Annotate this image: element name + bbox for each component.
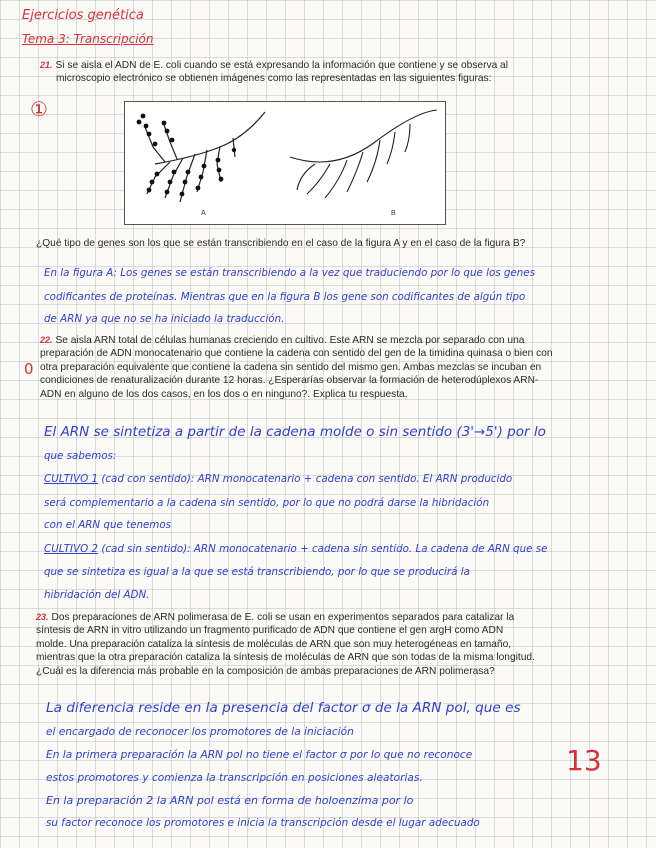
figure-a-ribosomes [137, 114, 237, 197]
micrograph-drawing [125, 102, 445, 224]
answer-3-line-6: su factor reconoce los promotores e inicia la transcripción desde el lugar adecuado [46, 817, 480, 829]
question-3-line-3: molde. Una preparación cataliza la síntesis de moléculas de ARN que son muy heterogéneas en tamaño, [36, 638, 512, 650]
question-2-text-1: Se aisla ARN total de células humanas creciendo en cultivo. Este ARN se mezcla por separado con una [55, 335, 525, 346]
answer-2-intro-2: que sabemos: [44, 450, 117, 462]
question-1-number: 21. [40, 60, 53, 70]
answer-1-line-3: de ARN ya que no se ha iniciado la traducción. [44, 313, 285, 325]
figure-label-a: A [201, 210, 206, 217]
question-2 [40, 334, 648, 401]
cultivo-2-label: CULTIVO 2 [44, 543, 99, 555]
figure-label-b: B [391, 210, 396, 217]
notebook-title: Ejercicios genética [22, 8, 144, 23]
answer-3-line-1: La diferencia reside en la presencia del factor σ de la ARN pol, que es [46, 700, 521, 716]
question-1-line-1: Si se aisla el ADN de E. coli cuando se está expresando la información que contiene y se observa al [55, 60, 508, 71]
notebook-subtitle: Tema 3: Transcripción [22, 32, 154, 46]
answer-2-intro-1: El ARN se sintetiza a partir de la cadena molde o sin sentido (3'→5') por lo [44, 424, 546, 440]
question-3-text-1: Dos preparaciones de ARN polimerasa de E. coli se usan en experimentos separados para catalizar la [51, 612, 515, 623]
answer-2-cultivo-1-line-3: con el ARN que tenemos [44, 519, 172, 531]
answer-3-line-2: el encargado de reconocer los promotores de la iniciación [46, 726, 354, 738]
question-2-line-1 [40, 334, 648, 347]
answer-2-cultivo-2-line-2: que se sintetiza es igual a la que se está transcribiendo, por lo que se producirá la [44, 566, 470, 578]
answer-3-line-5: En la preparación 2 la ARN pol está en forma de holoenzima por lo [46, 794, 414, 807]
answer-1-line-1: En la figura A: Los genes se están transcribiendo a la vez que traduciendo por lo que los genes [44, 267, 535, 279]
question-1-margin-mark: ① [30, 97, 48, 121]
question-2-line-4: condiciones de renaturalización durante 12 horas. ¿Esperarías observar la formación de heterodúplexos ARN- [40, 375, 539, 387]
question-2-line-2: preparación de ADN monocatenario que contiene la cadena con sentido del gen de la timidina quinasa o bien con [40, 348, 553, 360]
question-1-line-2: microscopio electrónico se obtienen imágenes como las representadas en las siguientes figuras: [56, 73, 492, 85]
answer-2-cultivo-1-line-1 [44, 473, 512, 485]
question-2-margin-mark: 0 [24, 360, 34, 378]
question-1 [40, 59, 600, 86]
answer-2-cultivo-1-line-2: será complementario a la cadena sin sentido, por lo que no podrá darse la hibridación [44, 497, 490, 509]
question-3-line-2: síntesis de ARN in vitro utilizando un fragmento purificado de ADN que contiene el gen argH como ADN [36, 625, 504, 637]
micrograph-figure [124, 101, 446, 225]
question-3-line-4: mientras que la otra preparación cataliza la síntesis de moléculas de ARN que son todas de la misma longitud. [36, 652, 535, 664]
figure-a-drawing [145, 112, 265, 202]
question-2-number: 22. [40, 335, 53, 345]
cultivo-1-text: (cad con sentido): ARN monocatenario + cadena con sentido. El ARN producido [98, 473, 513, 485]
answer-2-cultivo-2-line-3: hibridación del ADN. [44, 589, 150, 601]
question-3-line-5: ¿Cuál es la diferencia más probable en la composición de ambas preparaciones de ARN polimerasa? [36, 665, 495, 677]
figure-b-drawing [290, 110, 437, 198]
answer-3-line-4: estos promotores y comienza la transcripción en posiciones aleatorias. [46, 772, 423, 784]
question-2-line-3: otra preparación equivalente que contiene la cadena sin sentido del mismo gen. Ambas mezclas se incuban en [40, 361, 542, 373]
question-1-ask: ¿Qué tipo de genes son los que se están transcribiendo en el caso de la figura A y en el caso de la figura B? [36, 238, 526, 249]
answer-3-line-3: En la primera preparación la ARN pol no tiene el factor σ por lo que no reconoce [46, 749, 473, 761]
answer-1-line-2: codificantes de proteínas. Mientras que en la figura B los gene son codificantes de algún tipo [44, 291, 526, 303]
question-3-margin-mark: 13 [566, 744, 602, 777]
cultivo-1-label: CULTIVO 1 [44, 473, 99, 485]
question-3 [36, 611, 636, 678]
question-3-number: 23. [36, 612, 49, 622]
cultivo-2-text: (cad sin sentido): ARN monocatenario + cadena sin sentido. La cadena de ARN que se [98, 543, 548, 555]
question-3-line-1 [36, 611, 636, 624]
answer-2-cultivo-2-line-1 [44, 543, 547, 555]
question-2-line-5: ADN en alguno de los dos casos, en los dos o en ninguno?. Explica tu respuesta. [40, 388, 408, 400]
